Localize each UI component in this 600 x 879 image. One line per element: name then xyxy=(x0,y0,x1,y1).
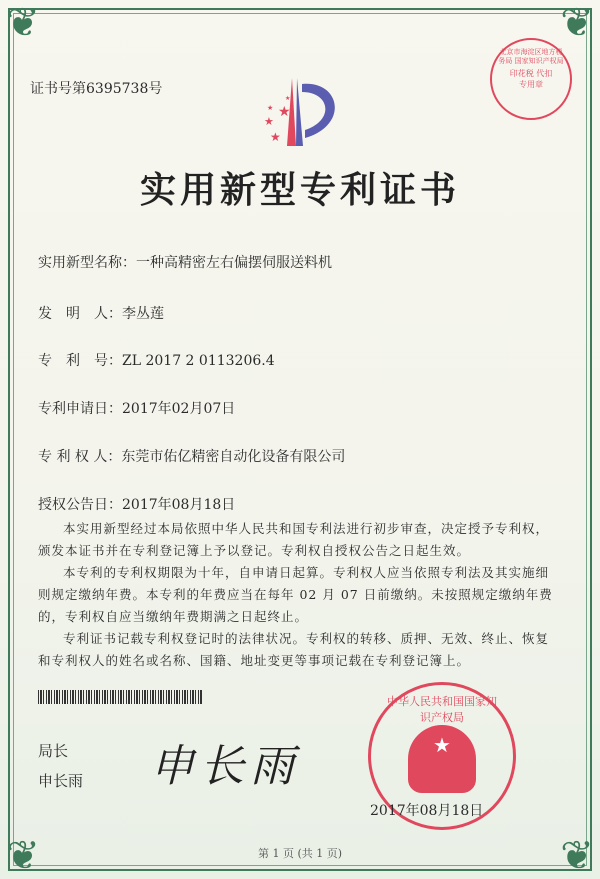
issue-date: 2017年08月18日 xyxy=(370,803,484,819)
svg-text:★: ★ xyxy=(267,104,274,112)
svg-text:★: ★ xyxy=(270,130,281,144)
page-footer: 第 1 页 (共 1 页) xyxy=(257,847,343,860)
field-patentee: 专 利 权 人：东莞市佑亿精密自动化设备有限公司 xyxy=(38,449,346,465)
svg-text:★: ★ xyxy=(278,104,291,120)
field-utility-model-name: 实用新型名称：一种高精密左右偏摆伺服送料机 xyxy=(38,255,332,271)
barcode xyxy=(38,690,203,704)
field-inventor: 发 明 人：李丛莲 xyxy=(38,306,164,322)
corner-ornament-icon: ❦ xyxy=(560,833,594,879)
director-title: 局长 xyxy=(38,742,69,760)
certificate-number: 证书号第6395738号 xyxy=(30,81,163,97)
body-paragraph: 本实用新型经过本局依照中华人民共和国专利法进行初步审查，决定授予专利权，颁发本证书并在专利登记簿上予以登记。专利权自授权公告之日起生效。 xyxy=(38,521,550,558)
field-patent-number: 专 利 号：ZL 2017 2 0113206.4 xyxy=(38,353,275,369)
corner-ornament-icon: ❦ xyxy=(6,833,40,879)
body-paragraph: 本专利的专利权期限为十年，自申请日起算。专利权人应当依照专利法及其实施细则规定缴纳年费。本专利的年费应当在每年 02 月 07 日前缴纳。未按照规定缴纳年费的，专利权自应当缴纳年费期满之日起终止。 xyxy=(38,565,553,624)
corner-ornament-icon: ❦ xyxy=(560,0,594,46)
director-signature: 申长雨 xyxy=(150,741,300,792)
corner-ornament-icon: ❦ xyxy=(6,0,40,46)
field-grant-date: 授权公告日：2017年08月18日 xyxy=(38,497,236,513)
certificate-body xyxy=(38,518,558,672)
certificate-title: 实用新型专利证书 xyxy=(139,169,460,211)
national-emblem-icon: ★ xyxy=(408,725,476,793)
director-name: 申长雨 xyxy=(38,772,84,790)
office-seal: 中华人民共和国国家知识产权局 ★ xyxy=(368,682,516,830)
body-paragraph: 专利证书记载专利权登记时的法律状况。专利权的转移、质押、无效、终止、恢复和专利权人的姓名或名称、国籍、地址变更等事项记载在专利登记簿上。 xyxy=(38,631,550,668)
svg-text:★: ★ xyxy=(264,115,274,128)
svg-text:★: ★ xyxy=(285,95,291,102)
field-application-date: 专利申请日：2017年02月07日 xyxy=(38,401,236,417)
patent-office-logo-icon xyxy=(250,70,360,150)
stamp-tax-seal: 北京市海淀区地方税务局 国家知识产权局 印花税 代扣专用章 xyxy=(490,38,572,120)
